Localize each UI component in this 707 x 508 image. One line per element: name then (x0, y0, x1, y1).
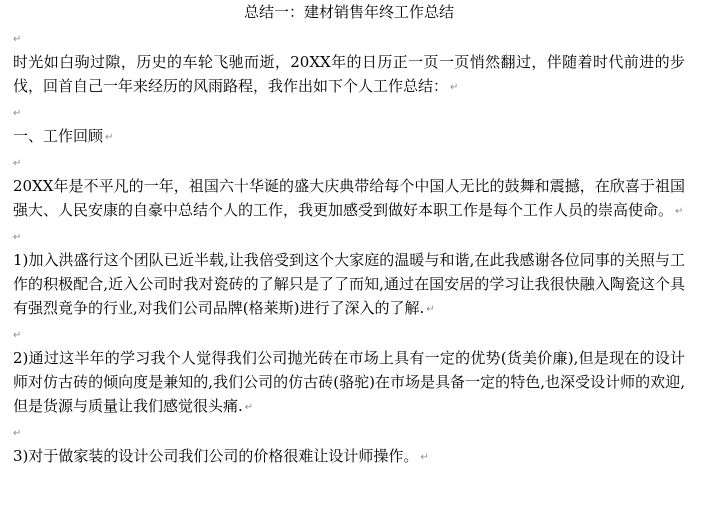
list-item-3 (13, 444, 685, 470)
empty-paragraph (13, 322, 685, 346)
paragraph-mark-icon: ↵ (420, 452, 429, 463)
paragraph-mark-icon: ↵ (675, 206, 684, 217)
document-title (13, 0, 685, 26)
list-item-2-text: 2)通过这半年的学习我个人觉得我们公司抛光砖在市场上具有一定的优势(货美价廉),但是现在的设计师对仿古砖的倾向度是兼知的,我们公司的仿古砖(骆驼)在市场是具备一定的特色,也深受设计师的欢迎,但是货源与质量让我们感觉很头痛. (13, 349, 685, 415)
list-item-3-text: 3)对于做家装的设计公司我们公司的价格很难让设计师操作。 (13, 447, 419, 465)
paragraph-mark-icon: ↵ (13, 108, 22, 119)
body-paragraph-1-text: 20XX年是不平凡的一年，祖国六十华诞的盛大庆典带给每个中国人无比的鼓舞和震撼，在欣喜于祖国强大、人民安康的自豪中总结个人的工作，我更加感受到做好本职工作是每个工作人员的崇高使命。 (13, 177, 685, 219)
paragraph-mark-icon: ↵ (13, 428, 22, 439)
empty-paragraph (13, 26, 685, 50)
paragraph-mark-icon: ↵ (105, 132, 114, 143)
intro-paragraph (13, 50, 685, 100)
document-title-text: 总结一：建材销售年终工作总结 (243, 3, 454, 21)
empty-paragraph (13, 150, 685, 174)
empty-paragraph (13, 100, 685, 124)
list-item-1 (13, 248, 685, 322)
section-heading (13, 124, 685, 150)
empty-paragraph (13, 224, 685, 248)
list-item-2 (13, 346, 685, 420)
paragraph-mark-icon: ↵ (13, 330, 22, 341)
list-item-1-text: 1)加入洪盛行这个团队已近半载,让我倍受到这个大家庭的温暖与和谐,在此我感谢各位同事的关照与工作的积极配合,近入公司时我对瓷砖的了解只是了了而知,通过在国安居的学习让我很快融入陶瓷这个具有强烈竟争的行业,对我们公司品牌(格莱斯)进行了深入的了解. (13, 251, 685, 317)
paragraph-mark-icon: ↵ (13, 232, 22, 243)
paragraph-mark-icon: ↵ (13, 34, 22, 45)
paragraph-mark-icon: ↵ (244, 402, 254, 413)
section-heading-text: 一、工作回顾 (13, 127, 104, 145)
paragraph-mark-icon: ↵ (13, 158, 22, 169)
intro-text: 时光如白驹过隙，历史的车轮飞驰而逝，20XX年的日历正一页一页悄然翻过，伴随着时代前进的步伐，回首自己一年来经历的风雨路程，我作出如下个人工作总结： (13, 53, 685, 95)
empty-paragraph (13, 420, 685, 444)
body-paragraph-1 (13, 174, 685, 224)
paragraph-mark-icon: ↵ (426, 304, 435, 315)
paragraph-mark-icon: ↵ (450, 82, 459, 93)
